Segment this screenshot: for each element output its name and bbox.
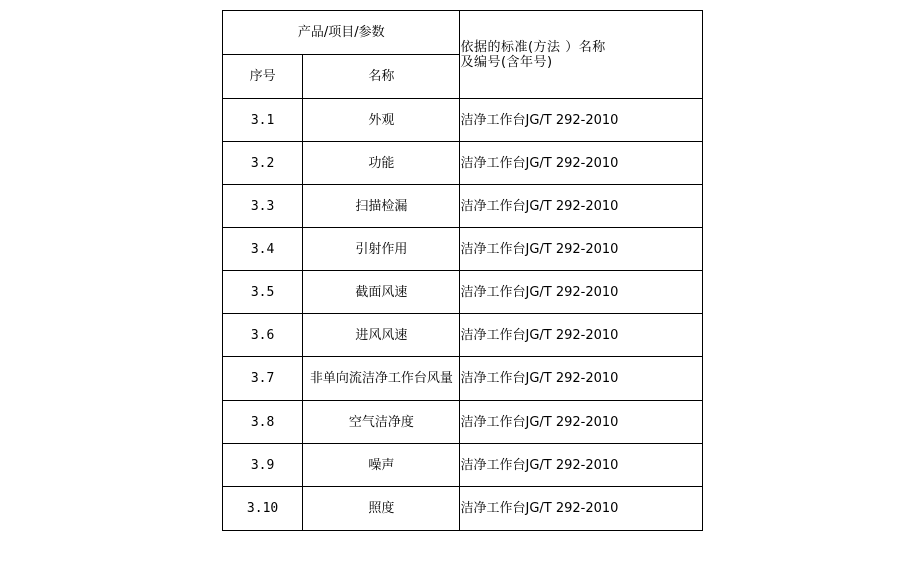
row-name: 非单向流洁净工作台风量 <box>303 357 460 401</box>
row-name: 引射作用 <box>303 228 460 271</box>
table-row <box>223 444 703 487</box>
row-seq: 3.9 <box>223 444 303 487</box>
standards-table <box>222 10 703 531</box>
row-seq: 3.6 <box>223 314 303 357</box>
row-standard: 洁净工作台JG/T 292-2010 <box>460 99 703 142</box>
row-standard: 洁净工作台JG/T 292-2010 <box>460 142 703 185</box>
row-name: 照度 <box>303 487 460 531</box>
table-row <box>223 228 703 271</box>
row-standard: 洁净工作台JG/T 292-2010 <box>460 314 703 357</box>
row-seq: 3.5 <box>223 271 303 314</box>
table-row <box>223 142 703 185</box>
header-standard-name <box>460 11 703 99</box>
table-row <box>223 487 703 531</box>
row-seq: 3.3 <box>223 185 303 228</box>
table-row <box>223 314 703 357</box>
row-seq: 3.10 <box>223 487 303 531</box>
row-name: 外观 <box>303 99 460 142</box>
header-standard-line1: 依据的标准(方法 ）名称 <box>460 39 606 55</box>
row-standard: 洁净工作台JG/T 292-2010 <box>460 357 703 401</box>
row-standard: 洁净工作台JG/T 292-2010 <box>460 185 703 228</box>
row-seq: 3.7 <box>223 357 303 401</box>
row-name: 截面风速 <box>303 271 460 314</box>
row-standard: 洁净工作台JG/T 292-2010 <box>460 444 703 487</box>
table-row <box>223 271 703 314</box>
row-name: 噪声 <box>303 444 460 487</box>
table-row <box>223 99 703 142</box>
row-name: 扫描检漏 <box>303 185 460 228</box>
header-standard-line2: 及编号(含年号) <box>460 54 553 70</box>
row-standard: 洁净工作台JG/T 292-2010 <box>460 228 703 271</box>
row-name: 进风风速 <box>303 314 460 357</box>
row-seq: 3.8 <box>223 401 303 444</box>
row-standard: 洁净工作台JG/T 292-2010 <box>460 401 703 444</box>
table-row <box>223 185 703 228</box>
row-standard: 洁净工作台JG/T 292-2010 <box>460 487 703 531</box>
row-seq: 3.1 <box>223 99 303 142</box>
table-row <box>223 401 703 444</box>
header-seq: 序号 <box>223 55 303 99</box>
header-row-top <box>223 11 703 55</box>
header-name: 名称 <box>303 55 460 99</box>
row-name: 功能 <box>303 142 460 185</box>
row-seq: 3.2 <box>223 142 303 185</box>
header-product-item-param: 产品/项目/参数 <box>223 11 460 55</box>
table-row <box>223 357 703 401</box>
row-name: 空气洁净度 <box>303 401 460 444</box>
row-standard: 洁净工作台JG/T 292-2010 <box>460 271 703 314</box>
row-seq: 3.4 <box>223 228 303 271</box>
